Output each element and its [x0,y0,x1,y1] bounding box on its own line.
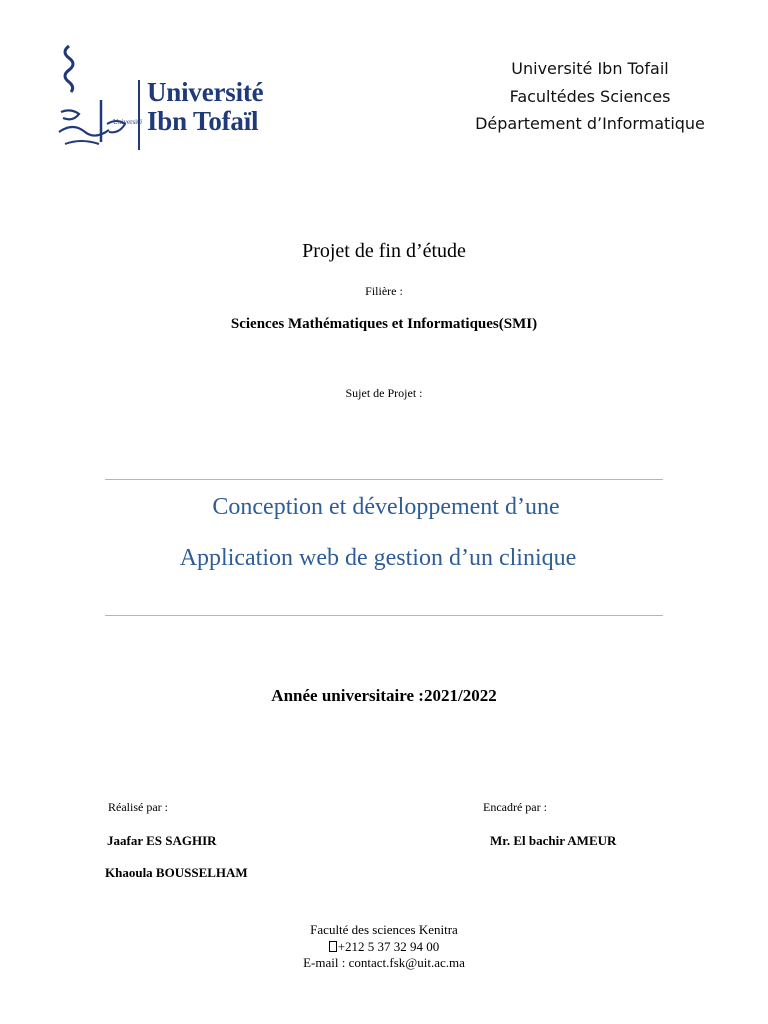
institution-header [440,55,740,138]
logo-wordmark [147,78,263,136]
phone-icon [329,941,337,952]
subject-line-1: Conception et développement d’une [212,494,560,520]
subject-label: Sujet de Projet : [345,386,423,400]
supervisor-name: Mr. El bachir AMEUR [490,833,617,848]
faculty-name: Facultédes Sciences [509,86,671,106]
encadre-label: Encadré par : [483,800,547,814]
realise-label: Réalisé par : [108,800,168,814]
footer-phone-row [0,939,768,956]
university-name: Université Ibn Tofail [511,59,669,78]
filiere-name: Sciences Mathématiques et Informatiques(SMI) [230,316,538,332]
filiere-label: Filière : [365,284,403,298]
faculty-contact [0,922,768,972]
footer-faculty: Faculté des sciences Kenitra [310,922,458,937]
logo-small-label: Université [113,118,143,126]
footer-phone: +212 5 37 32 94 00 [337,938,440,954]
academic-year: Année universitaire :2021/2022 [271,686,497,705]
project-title: Projet de fin d’étude [302,240,466,262]
logo-line1: Université [147,77,264,107]
department-name: Département d’Informatique [475,114,705,133]
subject-top-rule [105,479,663,480]
logo-line2: Ibn Tofaïl [147,106,259,136]
subject-line-2: Application web de gestion d’un clinique [179,545,577,571]
university-logo [55,40,265,155]
subject-bottom-rule [105,615,663,616]
student-name-1: Jaafar ES SAGHIR [107,833,217,848]
student-name-2: Khaoula BOUSSELHAM [105,865,248,880]
footer-email: E-mail : contact.fsk@uit.ac.ma [303,955,465,970]
university-emblem-icon [55,40,145,155]
